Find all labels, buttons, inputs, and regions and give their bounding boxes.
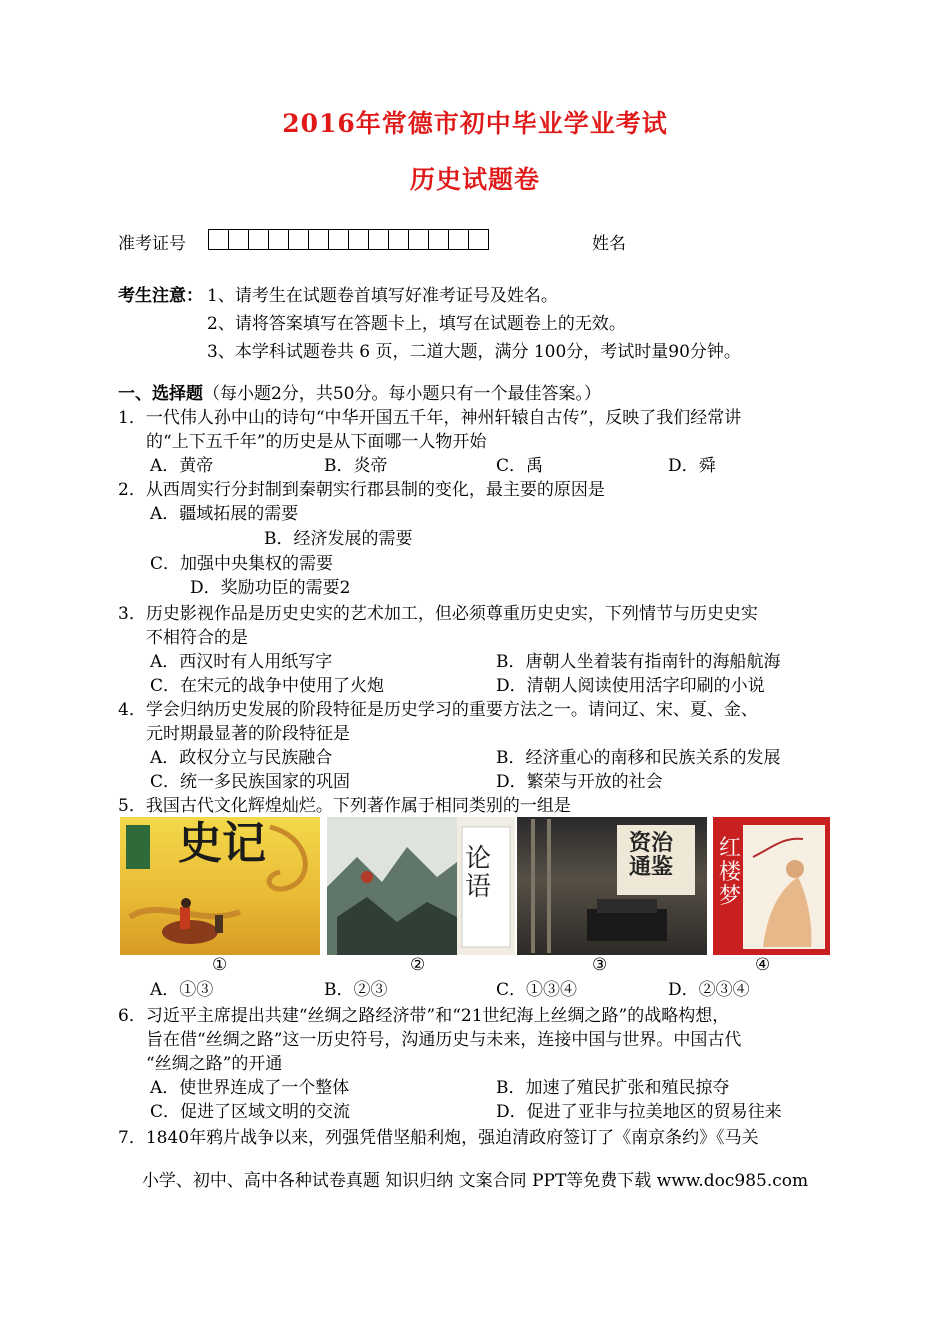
q3-option-c: C．在宋元的战争中使用了火炮: [150, 676, 385, 696]
q2-line1: 2．从西周实行分封制到秦朝实行郡县制的变化，最主要的原因是: [118, 480, 605, 500]
book-cover-zizhi: [517, 817, 707, 955]
id-digit-box: [248, 229, 269, 250]
q5-line1: 5．我国古代文化辉煌灿烂。下列著作属于相同类别的一组是: [118, 796, 571, 816]
notice-item-2: 2、请将答案填写在答题卡上，填写在试题卷上的无效。: [207, 314, 626, 334]
q2-option-d: D．奖励功臣的需要2: [190, 578, 351, 598]
exam-subtitle: 历史试题卷: [409, 165, 540, 194]
q4-line1: 4．学会归纳历史发展的阶段特征是历史学习的重要方法之一。请问辽、宋、夏、金、: [118, 700, 758, 720]
q5-option-b: B．②③: [324, 980, 388, 1000]
id-digit-box: [388, 229, 409, 250]
id-digit-box: [428, 229, 449, 250]
q1-option-b: B．炎帝: [324, 456, 388, 476]
book-caption-3: ③: [592, 955, 608, 975]
book-title-zizhi: 资治通鉴: [629, 830, 674, 880]
candidate-name-label: 姓名: [592, 234, 626, 254]
q4-option-c: C．统一多民族国家的巩固: [150, 772, 351, 792]
q3-option-b: B．唐朝人坐着装有指南针的海船航海: [496, 652, 781, 672]
book-title-shiji: 史记: [178, 818, 266, 869]
section-label: 一、选择题: [118, 384, 203, 404]
q6-option-a: A．使世界连成了一个整体: [150, 1078, 350, 1098]
id-digit-box: [368, 229, 389, 250]
candidate-id-boxes: [209, 229, 489, 250]
id-digit-box: [228, 229, 249, 250]
book-caption-4: ④: [755, 955, 771, 975]
id-digit-box: [408, 229, 429, 250]
notice-item-3: 3、本学科试题卷共 6 页，二道大题，满分 100分，考试时量90分钟。: [207, 342, 741, 362]
id-digit-box: [208, 229, 229, 250]
q1-line2: 的“上下五千年”的历史是从下面哪一人物开始: [146, 432, 487, 452]
q6-option-d: D．促进了亚非与拉美地区的贸易往来: [496, 1102, 782, 1122]
id-digit-box: [308, 229, 329, 250]
id-digit-box: [348, 229, 369, 250]
q4-option-b: B．经济重心的南移和民族关系的发展: [496, 748, 781, 768]
book-cover-hongloumeng: [713, 817, 830, 955]
q4-option-d: D．繁荣与开放的社会: [496, 772, 663, 792]
id-digit-box: [268, 229, 289, 250]
notice-item-1: 1、请考生在试题卷首填写好准考证号及姓名。: [207, 286, 558, 306]
page-footer: 小学、初中、高中各种试卷真题 知识归纳 文案合同 PPT等免费下载 www.doc985.com: [141, 1171, 809, 1191]
exam-title: 2016年常德市初中毕业学业考试: [282, 109, 668, 138]
q3-line1: 3．历史影视作品是历史史实的艺术加工，但必须尊重历史史实，下列情节与历史史实: [118, 604, 758, 624]
q3-option-a: A．西汉时有人用纸写字: [150, 652, 333, 672]
notice-label: 考生注意：: [118, 286, 203, 306]
q2-option-c: C．加强中央集权的需要: [150, 554, 334, 574]
book-title-lunyu: 论语: [465, 844, 492, 902]
book-covers: [120, 817, 830, 955]
section-note: （每小题2分，共50分。每小题只有一个最佳答案。）: [203, 384, 601, 404]
q1-option-a: A．黄帝: [150, 456, 214, 476]
q5-option-c: C．①③④: [496, 980, 578, 1000]
id-digit-box: [328, 229, 349, 250]
q6-option-c: C．促进了区域文明的交流: [150, 1102, 351, 1122]
book-title-hongloumeng: 红楼梦: [719, 836, 742, 909]
q3-line2: 不相符合的是: [146, 628, 248, 648]
id-digit-box: [468, 229, 489, 250]
book-caption-1: ①: [212, 955, 228, 975]
id-digit-box: [448, 229, 469, 250]
q2-option-a: A．疆域拓展的需要: [150, 504, 299, 524]
q6-option-b: B．加速了殖民扩张和殖民掠夺: [496, 1078, 730, 1098]
q7-line1: 7．1840年鸦片战争以来，列强凭借坚船利炮，强迫清政府签订了《南京条约》《马关: [118, 1128, 759, 1148]
id-digit-box: [288, 229, 309, 250]
q1-option-c: C．禹: [496, 456, 544, 476]
q4-line2: 元时期最显著的阶段特征是: [146, 724, 350, 744]
q6-line2: 旨在借“丝绸之路”这一历史符号，沟通历史与未来，连接中国与世界。中国古代: [146, 1030, 742, 1050]
section-heading: [118, 382, 601, 406]
q5-option-a: A．①③: [150, 980, 214, 1000]
q6-line1: 6．习近平主席提出共建“丝绸之路经济带”和“21世纪海上丝绸之路”的战略构想，: [118, 1006, 730, 1026]
candidate-id-label: 准考证号: [118, 234, 186, 254]
q3-option-d: D．清朝人阅读使用活字印刷的小说: [496, 676, 765, 696]
q1-option-d: D．舜: [668, 456, 716, 476]
q6-line3: “丝绸之路”的开通: [146, 1054, 283, 1074]
book-caption-2: ②: [410, 955, 426, 975]
book-cover-lunyu: [327, 817, 515, 955]
q2-option-b: B．经济发展的需要: [264, 529, 413, 549]
book-cover-shiji: [120, 817, 320, 955]
q1-line1: 1．一代伟人孙中山的诗句“中华开国五千年，神州轩辕自古传”，反映了我们经常讲: [118, 408, 742, 428]
q5-option-d: D．②③④: [668, 980, 750, 1000]
q4-option-a: A．政权分立与民族融合: [150, 748, 333, 768]
